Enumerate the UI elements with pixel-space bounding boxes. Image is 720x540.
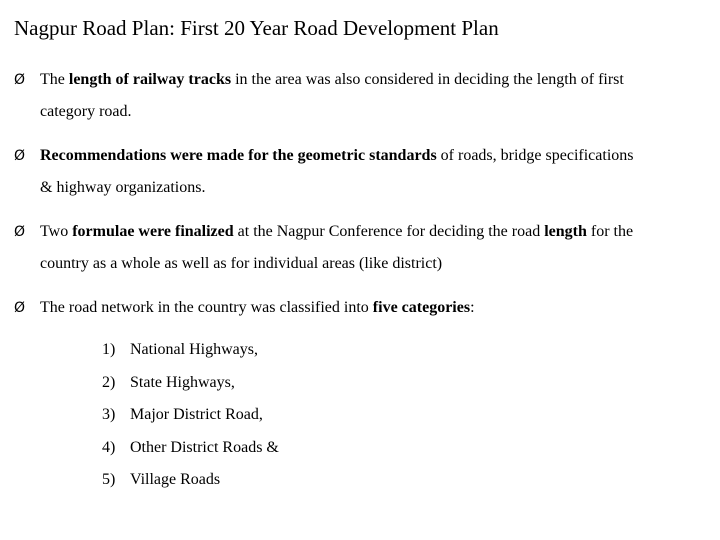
bullet-text-line (40, 70, 624, 90)
body-text: category road. (40, 103, 132, 120)
list-number: 4) (102, 438, 116, 456)
list-item-label: Village Roads (130, 471, 221, 488)
list-item (102, 340, 258, 360)
list-item-label: Other District Roads & (130, 438, 279, 456)
arrow-bullet-icon: Ø (14, 148, 26, 164)
body-text: in the area was also considered in deciding the length of first (231, 71, 624, 88)
body-text: The road network in the country was classified into (40, 299, 373, 316)
arrow-bullet-icon: Ø (14, 72, 26, 88)
arrow-bullet-icon: Ø (14, 300, 26, 316)
body-text: : (470, 299, 475, 316)
list-item (102, 405, 263, 425)
body-text: of roads, bridge specifications (436, 147, 634, 164)
bullet-text-line (40, 178, 205, 198)
bullet-text-line (40, 298, 475, 318)
body-text: country as a whole as well as for individual areas (like district) (40, 255, 443, 272)
page-title: Nagpur Road Plan: First 20 Year Road Development Plan (14, 16, 499, 40)
body-text: for the (586, 223, 634, 240)
list-item (102, 470, 220, 490)
bullet-text-line (40, 146, 634, 166)
body-text: & highway organizations. (40, 179, 206, 196)
list-item (102, 438, 279, 458)
bullet-text-line (40, 254, 442, 274)
list-number: 2) (102, 373, 116, 391)
bullet-text-line (40, 102, 132, 122)
body-text: at the Nagpur Conference for deciding the road (233, 223, 545, 240)
body-text: Two (40, 223, 73, 240)
emphasized-text: five categories (372, 299, 471, 316)
list-number: 5) (102, 471, 116, 488)
body-text: The (40, 71, 69, 88)
list-item (102, 373, 235, 393)
emphasized-text: length (544, 223, 587, 240)
arrow-bullet-icon: Ø (14, 224, 26, 240)
bullet-text-line (40, 222, 633, 242)
list-item-label: Major District Road, (130, 406, 263, 423)
list-number: 3) (102, 406, 116, 423)
emphasized-text: length of railway tracks (68, 71, 232, 88)
list-item-label: State Highways, (130, 373, 235, 391)
list-number: 1) (102, 341, 116, 358)
list-item-label: National Highways, (130, 341, 258, 358)
emphasized-text: Recommendations were made for the geometric standards (40, 147, 437, 164)
emphasized-text: formulae were finalized (72, 223, 234, 240)
